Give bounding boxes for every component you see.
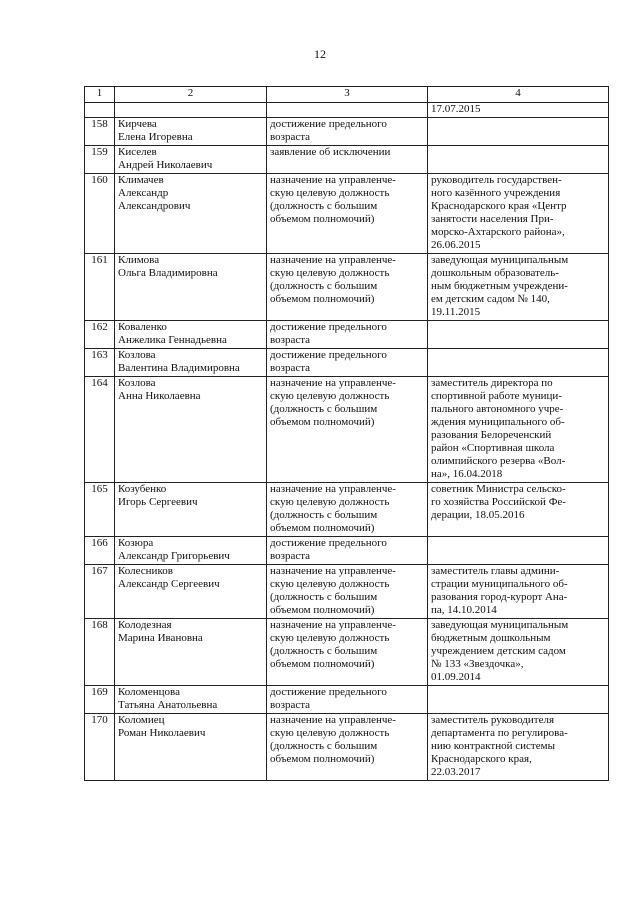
cell-name: Козубенко Игорь Сергеевич <box>115 483 267 537</box>
cell-reason: назначение на управленче- скую целевую должность (должность с большим объемом полномочий) <box>267 619 428 686</box>
cell-post <box>428 686 609 714</box>
page-number: 12 <box>314 47 326 61</box>
table-row <box>85 254 609 321</box>
cell-reason: достижение предельного возраста <box>267 349 428 377</box>
cell-num: 167 <box>85 565 115 619</box>
cell-name: Климачев Александр Александрович <box>115 174 267 254</box>
cell-reason: заявление об исключении <box>267 146 428 174</box>
table-row <box>85 483 609 537</box>
cell-name: Козюра Александр Григорьевич <box>115 537 267 565</box>
cell-num: 158 <box>85 118 115 146</box>
cell-reason: достижение предельного возраста <box>267 321 428 349</box>
cell-name: Коломиец Роман Николаевич <box>115 714 267 781</box>
cell-post: 17.07.2015 <box>428 103 609 118</box>
cell-name: Козлова Валентина Владимировна <box>115 349 267 377</box>
cell-num: 164 <box>85 377 115 483</box>
cell-name: Кирчева Елена Игоревна <box>115 118 267 146</box>
table-row <box>85 146 609 174</box>
header-col-2: 2 <box>115 87 267 103</box>
cell-num: 163 <box>85 349 115 377</box>
registry-table <box>84 86 609 781</box>
header-col-3: 3 <box>267 87 428 103</box>
table-row <box>85 565 609 619</box>
cell-num: 160 <box>85 174 115 254</box>
cell-reason: назначение на управленче- скую целевую должность (должность с большим объемом полномочий) <box>267 254 428 321</box>
table-row <box>85 686 609 714</box>
header-col-1: 1 <box>85 87 115 103</box>
cell-post <box>428 537 609 565</box>
table-row <box>85 174 609 254</box>
table-row <box>85 619 609 686</box>
cell-reason: достижение предельного возраста <box>267 118 428 146</box>
cell-name: Климова Ольга Владимировна <box>115 254 267 321</box>
cell-reason: достижение предельного возраста <box>267 686 428 714</box>
cell-post: советник Министра сельско- го хозяйства Российской Фе- дерации, 18.05.2016 <box>428 483 609 537</box>
cell-name: Коломенцова Татьяна Анатольевна <box>115 686 267 714</box>
cell-post <box>428 349 609 377</box>
cell-post <box>428 118 609 146</box>
cell-reason: назначение на управленче- скую целевую должность (должность с большим объемом полномочий) <box>267 174 428 254</box>
cell-num: 162 <box>85 321 115 349</box>
table-row <box>85 118 609 146</box>
cell-name: Киселев Андрей Николаевич <box>115 146 267 174</box>
table-header-row <box>85 87 609 103</box>
table-row <box>85 537 609 565</box>
cell-num <box>85 103 115 118</box>
cell-num: 169 <box>85 686 115 714</box>
cell-reason: назначение на управленче- скую целевую должность (должность с большим объемом полномочий) <box>267 565 428 619</box>
cell-name: Коваленко Анжелика Геннадьевна <box>115 321 267 349</box>
cell-name: Колесников Александр Сергеевич <box>115 565 267 619</box>
cell-reason <box>267 103 428 118</box>
cell-name: Колодезная Марина Ивановна <box>115 619 267 686</box>
cell-num: 161 <box>85 254 115 321</box>
cell-post: заместитель руководителя департамента по регулирова- нию контрактной системы Краснодарского края, 22.03.2017 <box>428 714 609 781</box>
cell-name: Козлова Анна Николаевна <box>115 377 267 483</box>
cell-post: заместитель директора по спортивной работе муници- пального автономного учре- ждения муниципального об- разования Белореченский район «Спортивная школа олимпийского резерва «Вол- на», 16.04.2018 <box>428 377 609 483</box>
cell-num: 165 <box>85 483 115 537</box>
table-row <box>85 377 609 483</box>
table-row <box>85 349 609 377</box>
cell-num: 166 <box>85 537 115 565</box>
cell-post: заместитель главы админи- страции муниципального об- разования город-курорт Ана- па, 14.10.2014 <box>428 565 609 619</box>
cell-num: 170 <box>85 714 115 781</box>
cell-reason: назначение на управленче- скую целевую должность (должность с большим объемом полномочий) <box>267 714 428 781</box>
cell-num: 168 <box>85 619 115 686</box>
cell-post: заведующая муниципальным бюджетным дошкольным учреждением детским садом № 133 «Звездочка», 01.09.2014 <box>428 619 609 686</box>
cell-num: 159 <box>85 146 115 174</box>
cell-name <box>115 103 267 118</box>
cell-post: заведующая муниципальным дошкольным образователь- ным бюджетным учреждени- ем детским садом № 140, 19.11.2015 <box>428 254 609 321</box>
cell-reason: назначение на управленче- скую целевую должность (должность с большим объемом полномочий) <box>267 483 428 537</box>
cell-post <box>428 321 609 349</box>
cell-post <box>428 146 609 174</box>
cell-reason: назначение на управленче- скую целевую должность (должность с большим объемом полномочий) <box>267 377 428 483</box>
table-row <box>85 321 609 349</box>
table-row <box>85 714 609 781</box>
cell-reason: достижение предельного возраста <box>267 537 428 565</box>
cell-post: руководитель государствен- ного казённого учреждения Краснодарского края «Центр занятости населения При- морско-Ахтарского района», 26.06.2015 <box>428 174 609 254</box>
continuation-row <box>85 103 609 118</box>
header-col-4: 4 <box>428 87 609 103</box>
